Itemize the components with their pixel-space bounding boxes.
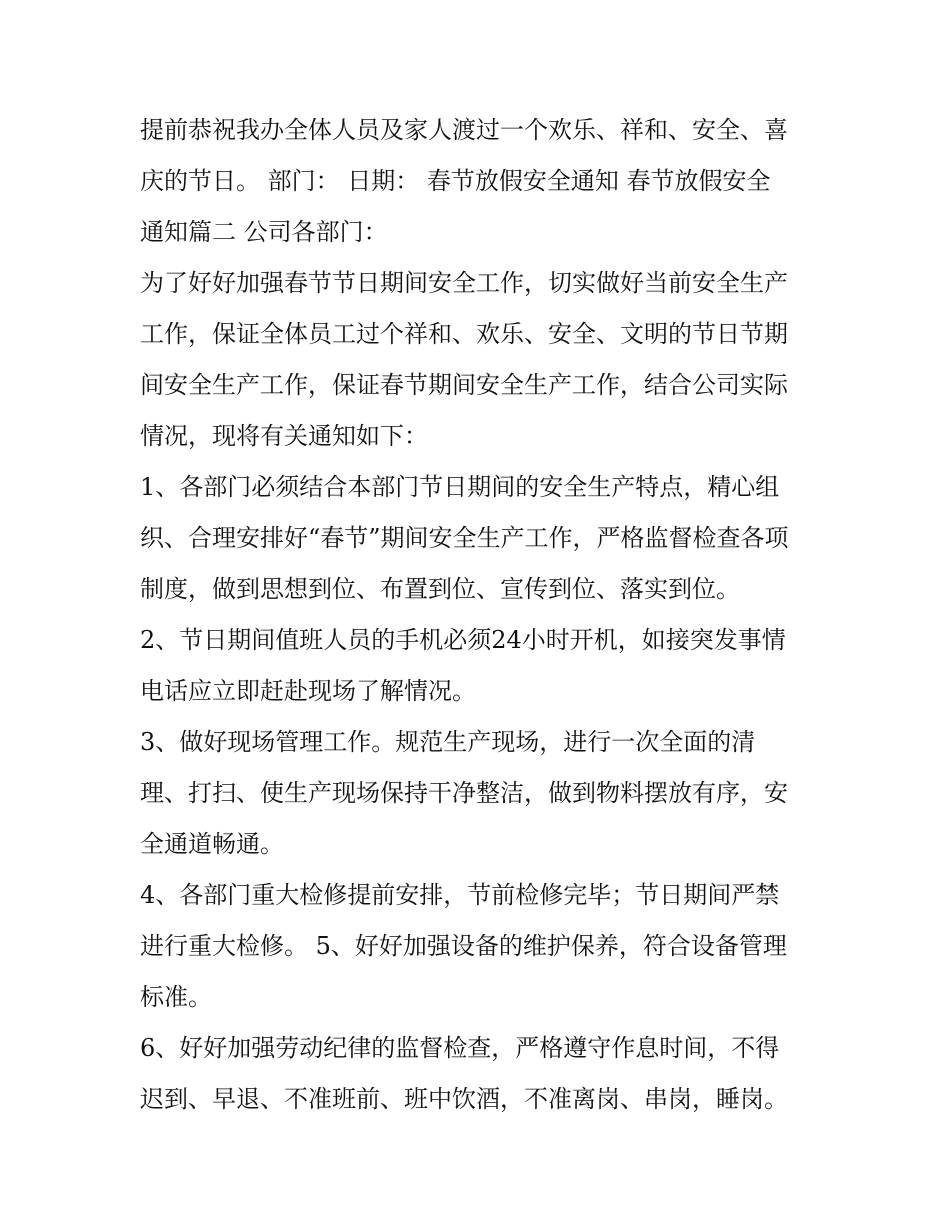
document-body xyxy=(140,105,812,1125)
text-line: 1、各部门必须结合本部门节日期间的安全生产特点，精心组 xyxy=(140,473,780,501)
text-line: 全通道畅通。 xyxy=(140,830,284,858)
text-line: 理、打扫、使生产现场保持干净整洁，做到物料摆放有序，安 xyxy=(140,779,788,807)
text-line: 电话应立即赶赴现场了解情况。 xyxy=(140,677,476,705)
text-line: 庆的节日。 部门： 日期： 春节放假安全通知 春节放假安全 xyxy=(140,167,771,195)
text-line: 通知篇二 公司各部门： xyxy=(140,218,388,246)
text-line: 制度，做到思想到位、布置到位、宣传到位、落实到位。 xyxy=(140,575,740,603)
text-line: 工作，保证全体员工过个祥和、欢乐、安全、文明的节日节期 xyxy=(140,320,788,348)
text-line: 提前恭祝我办全体人员及家人渡过一个欢乐、祥和、安全、喜 xyxy=(140,116,788,144)
text-line: 6、好好加强劳动纪律的监督检查，严格遵守作息时间，不得 xyxy=(140,1034,780,1062)
text-line: 3、做好现场管理工作。规范生产现场，进行一次全面的清 xyxy=(140,728,756,756)
text-line: 为了好好加强春节节日期间安全工作，切实做好当前安全生产 xyxy=(140,269,788,297)
text-line: 进行重大检修。 5、好好加强设备的维护保养，符合设备管理 xyxy=(140,932,787,960)
text-line: 织、合理安排好“春节”期间安全生产工作，严格监督检查各项 xyxy=(140,524,789,552)
text-line: 情况，现将有关通知如下： xyxy=(140,422,428,450)
text-line: 2、节日期间值班人员的手机必须24小时开机，如接突发事情 xyxy=(140,626,786,654)
text-line: 4、各部门重大检修提前安排，节前检修完毕；节日期间严禁 xyxy=(140,881,780,909)
text-line: 迟到、早退、不准班前、班中饮酒，不准离岗、串岗，睡岗。 xyxy=(140,1085,788,1113)
text-line: 标准。 xyxy=(140,983,212,1011)
text-line: 间安全生产工作，保证春节期间安全生产工作，结合公司实际 xyxy=(140,371,788,399)
